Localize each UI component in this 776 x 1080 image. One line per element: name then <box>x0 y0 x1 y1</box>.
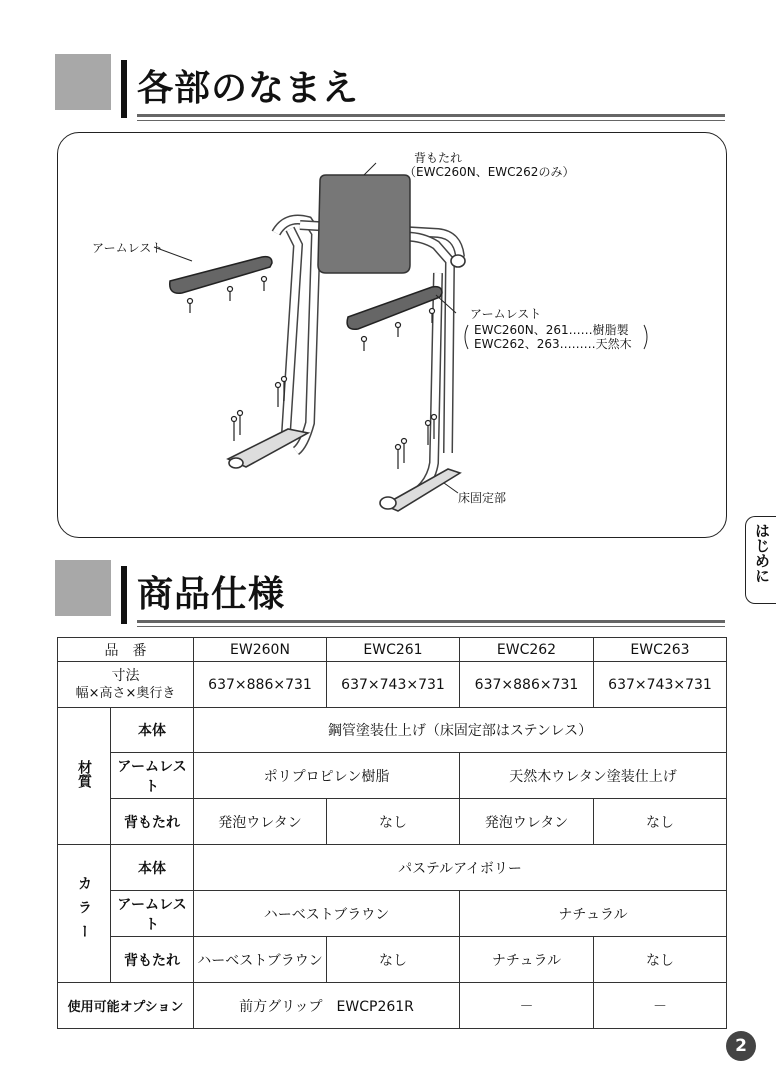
material-backrest-value: 発泡ウレタン <box>460 799 594 845</box>
table-row <box>58 891 727 937</box>
dimension-value: 637×743×731 <box>594 662 727 708</box>
section-header-specs <box>55 560 725 630</box>
material-body-value: 鋼管塗装仕上げ（床固定部はステンレス） <box>194 708 727 753</box>
header-model: EWC261 <box>327 638 460 662</box>
spec-table <box>57 637 727 1029</box>
option-value: － <box>594 983 727 1029</box>
section-header-parts <box>55 54 725 124</box>
dimension-value: 637×743×731 <box>327 662 460 708</box>
label-backrest: 背もたれ <box>414 151 463 165</box>
header-bar <box>121 566 127 624</box>
label-armrest-left: アームレスト <box>92 241 164 255</box>
section-title-specs: 商品仕様 <box>137 574 286 615</box>
color-backrest-value: なし <box>327 937 460 983</box>
color-label: カラー <box>58 845 111 983</box>
dimension-label: 寸法 幅×高さ×奥行き <box>58 662 194 708</box>
color-armrest-label: アームレスト <box>111 891 194 937</box>
material-armrest-label: アームレスト <box>111 753 194 799</box>
dimension-value: 637×886×731 <box>194 662 327 708</box>
table-row <box>58 845 727 891</box>
material-armrest-value: ポリプロピレン樹脂 <box>194 753 460 799</box>
backrest-shape <box>318 175 410 273</box>
color-body-value: パステルアイボリー <box>194 845 727 891</box>
parts-illustration-panel <box>57 132 727 538</box>
material-backrest-label: 背もたれ <box>111 799 194 845</box>
option-label: 使用可能オプション <box>58 983 194 1029</box>
option-value: 前方グリップ EWCP261R <box>194 983 460 1029</box>
label-armrest-wood: EWC262、263………天然木 <box>474 337 632 351</box>
color-armrest-value: ナチュラル <box>460 891 727 937</box>
table-row <box>58 708 727 753</box>
color-backrest-value: ナチュラル <box>460 937 594 983</box>
material-armrest-value: 天然木ウレタン塗装仕上げ <box>460 753 727 799</box>
armrest-left-shape <box>170 257 272 294</box>
table-row <box>58 937 727 983</box>
label-armrest-right: アームレスト <box>470 307 542 321</box>
armrest-right-shape <box>347 287 442 330</box>
material-label: 材質 <box>58 708 111 845</box>
header-model-label: 品 番 <box>58 638 194 662</box>
color-backrest-value: なし <box>594 937 727 983</box>
table-row <box>58 799 727 845</box>
label-backrest-models: （EWC260N、EWC262のみ） <box>404 165 575 179</box>
material-backrest-value: 発泡ウレタン <box>194 799 327 845</box>
table-row <box>58 983 727 1029</box>
table-row <box>58 753 727 799</box>
material-backrest-value: なし <box>327 799 460 845</box>
header-bar <box>121 60 127 118</box>
side-tab <box>745 516 776 604</box>
header-gray-square <box>55 560 111 616</box>
header-model: EWC262 <box>460 638 594 662</box>
color-armrest-value: ハーベストブラウン <box>194 891 460 937</box>
color-backrest-value: ハーベストブラウン <box>194 937 327 983</box>
label-floor-mount: 床固定部 <box>458 491 507 505</box>
table-row <box>58 662 727 708</box>
label-armrest-resin: EWC260N、261……樹脂製 <box>474 323 629 337</box>
material-backrest-value: なし <box>594 799 727 845</box>
page-number: 2 <box>726 1031 756 1061</box>
header-model: EWC263 <box>594 638 727 662</box>
option-value: － <box>460 983 594 1029</box>
section-title-parts: 各部のなまえ <box>137 68 360 109</box>
color-body-label: 本体 <box>111 845 194 891</box>
header-model: EW260N <box>194 638 327 662</box>
table-row <box>58 638 727 662</box>
header-gray-square <box>55 54 111 110</box>
material-body-label: 本体 <box>111 708 194 753</box>
color-backrest-label: 背もたれ <box>111 937 194 983</box>
dimension-value: 637×886×731 <box>460 662 594 708</box>
side-tab-label: はじめに <box>753 523 771 583</box>
